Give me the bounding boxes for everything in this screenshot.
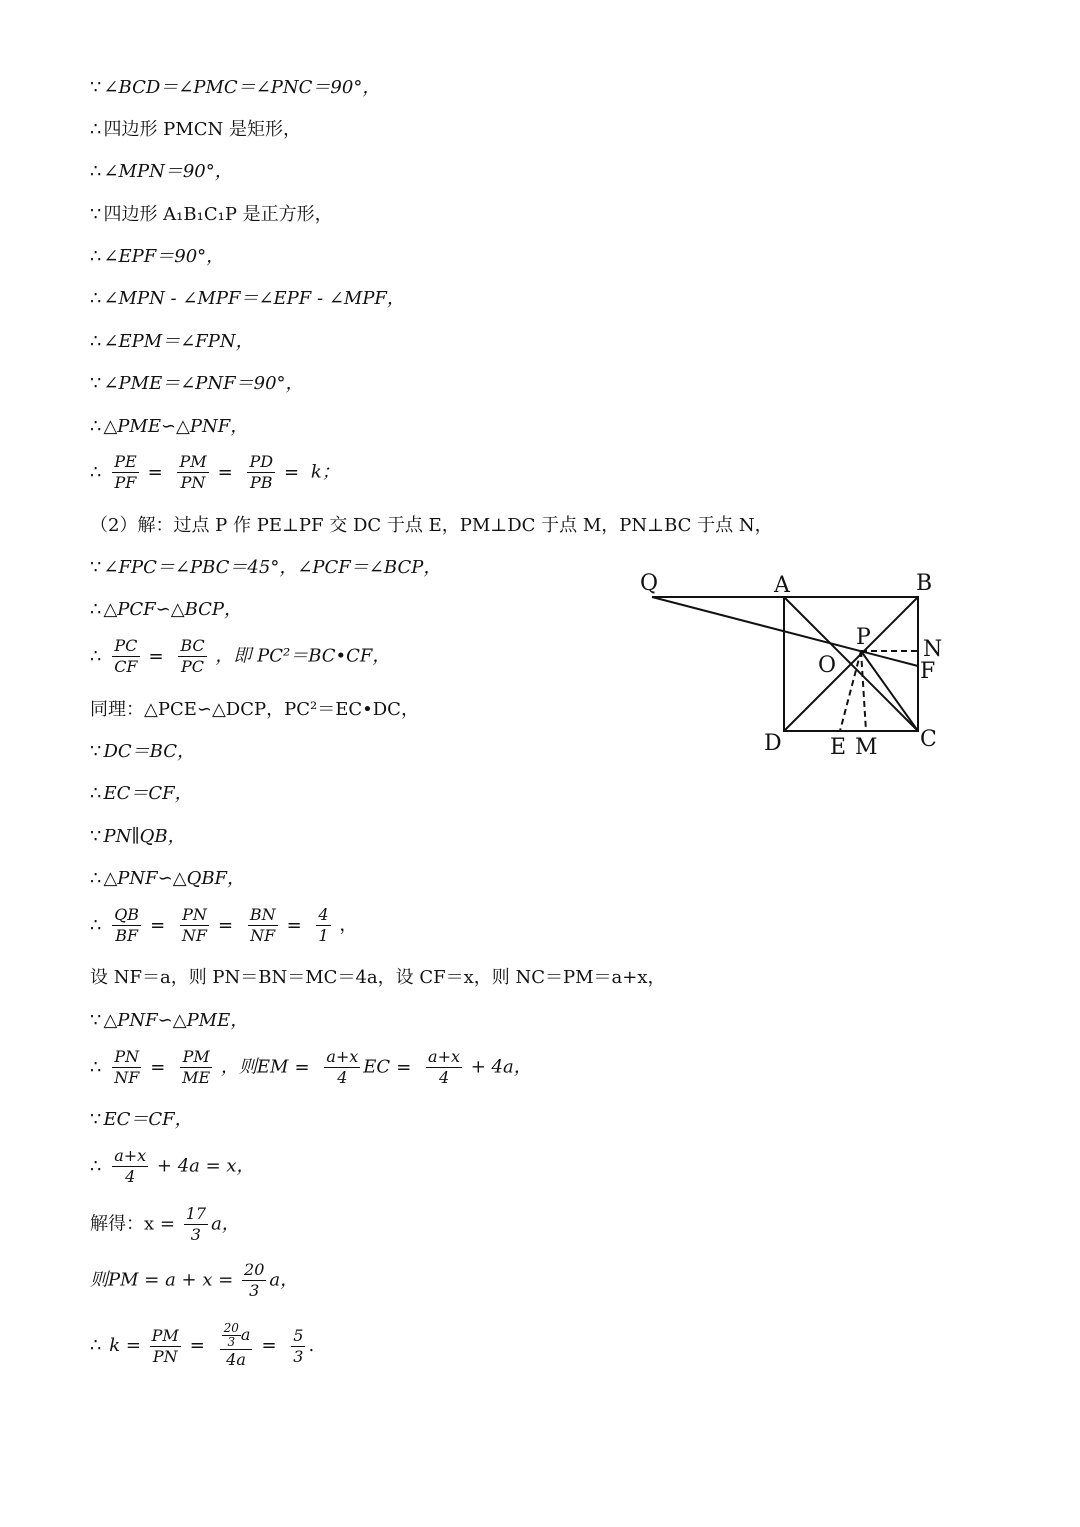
proof-line-3: ∴ ∠MPN＝90°，	[90, 161, 233, 182]
fraction: $\frac{PN}{NF}$	[114, 1047, 140, 1087]
label-m: M	[855, 735, 878, 760]
label-d: D	[764, 731, 782, 756]
fraction: $\frac{17}{3}$	[185, 1204, 207, 1244]
label-p: P	[856, 625, 871, 650]
proof-line-dc: ∵ DC＝BC，	[90, 741, 195, 762]
fraction: $\frac{a+x}{4}$	[428, 1047, 461, 1087]
proof-line-set: 设 NF＝a，则 PN＝BN＝MC＝4a，设 CF＝x，则 NC＝PM＝a+x，	[90, 967, 666, 988]
therefore-symbol: ∴	[90, 119, 102, 140]
fraction: $\frac{4}{1}$	[318, 905, 329, 945]
proof-line-8: ∵ ∠PME＝∠PNF＝90°，	[90, 373, 304, 394]
fraction: $\frac{BN}{NF}$	[249, 905, 276, 945]
fraction: $\frac{PM}{PN}$	[179, 452, 207, 492]
ratio-equation-1: ∴ $\frac{PE}{PF}$ = $\frac{PM}{PN}$ = $\frac{PD}{PB}$ = k；	[90, 452, 340, 492]
label-f: F	[920, 659, 936, 684]
because-symbol: ∵	[90, 77, 102, 98]
proof-line-9: ∴ △PME∽△PNF，	[90, 416, 249, 437]
proof-line-1: ∵ ∠BCD＝∠PMC＝∠PNC＝90°，	[90, 77, 381, 98]
because-symbol: ∵	[90, 204, 102, 225]
fraction: $\frac{5}{3}$	[293, 1325, 304, 1366]
part-2-heading: （2）解：过点 P 作 PE⊥PF 交 DC 于点 E，PM⊥DC 于点 M，PN⊥BC 于点 N，	[90, 515, 773, 536]
fraction: $\frac{QB}{BF}$	[114, 905, 140, 945]
fraction: $\frac{PC}{CF}$	[114, 636, 138, 676]
therefore-symbol: ∴	[90, 161, 102, 182]
fraction: $\frac{PD}{PB}$	[249, 452, 274, 492]
equation-5: ∴ $\frac{a+x}{4}$ + 4a = x，	[90, 1146, 255, 1186]
fraction: $\frac{20}{3}$	[244, 1260, 265, 1300]
equation-6: 解得：x = $\frac{17}{3}$ a，	[90, 1204, 240, 1244]
equation-8: ∴ k = $\frac{PM}{PN}$ = $\frac{20}{3}$ a 4a = $\frac{5}{3}$ .	[90, 1321, 315, 1369]
label-q: Q	[640, 571, 659, 596]
proof-line-pn: ∵ PN∥QB，	[90, 826, 186, 847]
proof-line-5: ∴ ∠EPF＝90°，	[90, 246, 225, 267]
because-symbol: ∵	[90, 373, 102, 394]
ratio-equation-2: ∴ $\frac{PC}{CF}$ = $\frac{BC}{PC}$ ，即 PC²＝BC•CF，	[90, 636, 391, 676]
fraction: $\frac{PM}{ME}$	[182, 1047, 211, 1087]
ratio-equation-4: ∴ $\frac{PN}{NF}$ = $\frac{PM}{ME}$ ，则EM = $\frac{a+x}{4}$ EC = $\frac{a+x}{4}$ + 4a，	[90, 1047, 532, 1087]
proof-line-same: 同理：△PCE∽△DCP，PC²＝EC•DC，	[90, 699, 419, 720]
label-b: B	[916, 571, 933, 596]
label-c: C	[920, 727, 937, 752]
label-a: A	[774, 573, 790, 598]
geometry-diagram	[634, 560, 954, 765]
proof-line-ec: ∴ EC＝CF，	[90, 783, 193, 804]
fraction: $\frac{PE}{PF}$	[114, 452, 137, 492]
fraction: $\frac{BC}{PC}$	[180, 636, 205, 676]
ratio-equation-3: ∴ $\frac{QB}{BF}$ = $\frac{PN}{NF}$ = $\frac{BN}{NF}$ = $\frac{4}{1}$ ，	[90, 905, 358, 945]
proof-line-4: ∵ 四边形 A₁B₁C₁P 是正方形，	[90, 204, 333, 225]
fraction: $\frac{PN}{NF}$	[181, 905, 207, 945]
proof-line-7: ∴ ∠EPM＝∠FPN，	[90, 331, 254, 352]
proof-line-fpc: ∵ ∠FPC＝∠PBC＝45°，∠PCF＝∠BCP，	[90, 557, 442, 578]
proof-line-ec2: ∵ EC＝CF，	[90, 1109, 193, 1130]
therefore-symbol: ∴	[90, 416, 102, 437]
proof-line-sim1: ∴ △PCF∽△BCP，	[90, 599, 243, 620]
fraction: $\frac{a+x}{4}$	[114, 1146, 147, 1186]
proof-line-2: ∴ 四边形 PMCN 是矩形，	[90, 119, 301, 140]
equation-7: 则PM = a + x = $\frac{20}{3}$ a，	[90, 1260, 299, 1300]
proof-line-6: ∴ ∠MPN - ∠MPF＝∠EPF - ∠MPF，	[90, 288, 405, 309]
label-o: O	[818, 653, 837, 678]
therefore-symbol: ∴	[90, 331, 102, 352]
label-n: N	[923, 637, 943, 662]
therefore-symbol: ∴	[90, 246, 102, 267]
therefore-symbol: ∴	[90, 288, 102, 309]
fraction: $\frac{a+x}{4}$	[326, 1047, 359, 1087]
dashed-pm	[861, 651, 866, 731]
fraction: $\frac{PM}{PN}$	[151, 1325, 179, 1366]
proof-line-sim2: ∴ △PNF∽△QBF，	[90, 868, 246, 889]
label-e: E	[830, 735, 847, 760]
proof-line-sim3: ∵ △PNF∽△PME，	[90, 1010, 249, 1031]
compound-fraction: $\frac{20}{3}$ a 4a	[220, 1322, 253, 1370]
